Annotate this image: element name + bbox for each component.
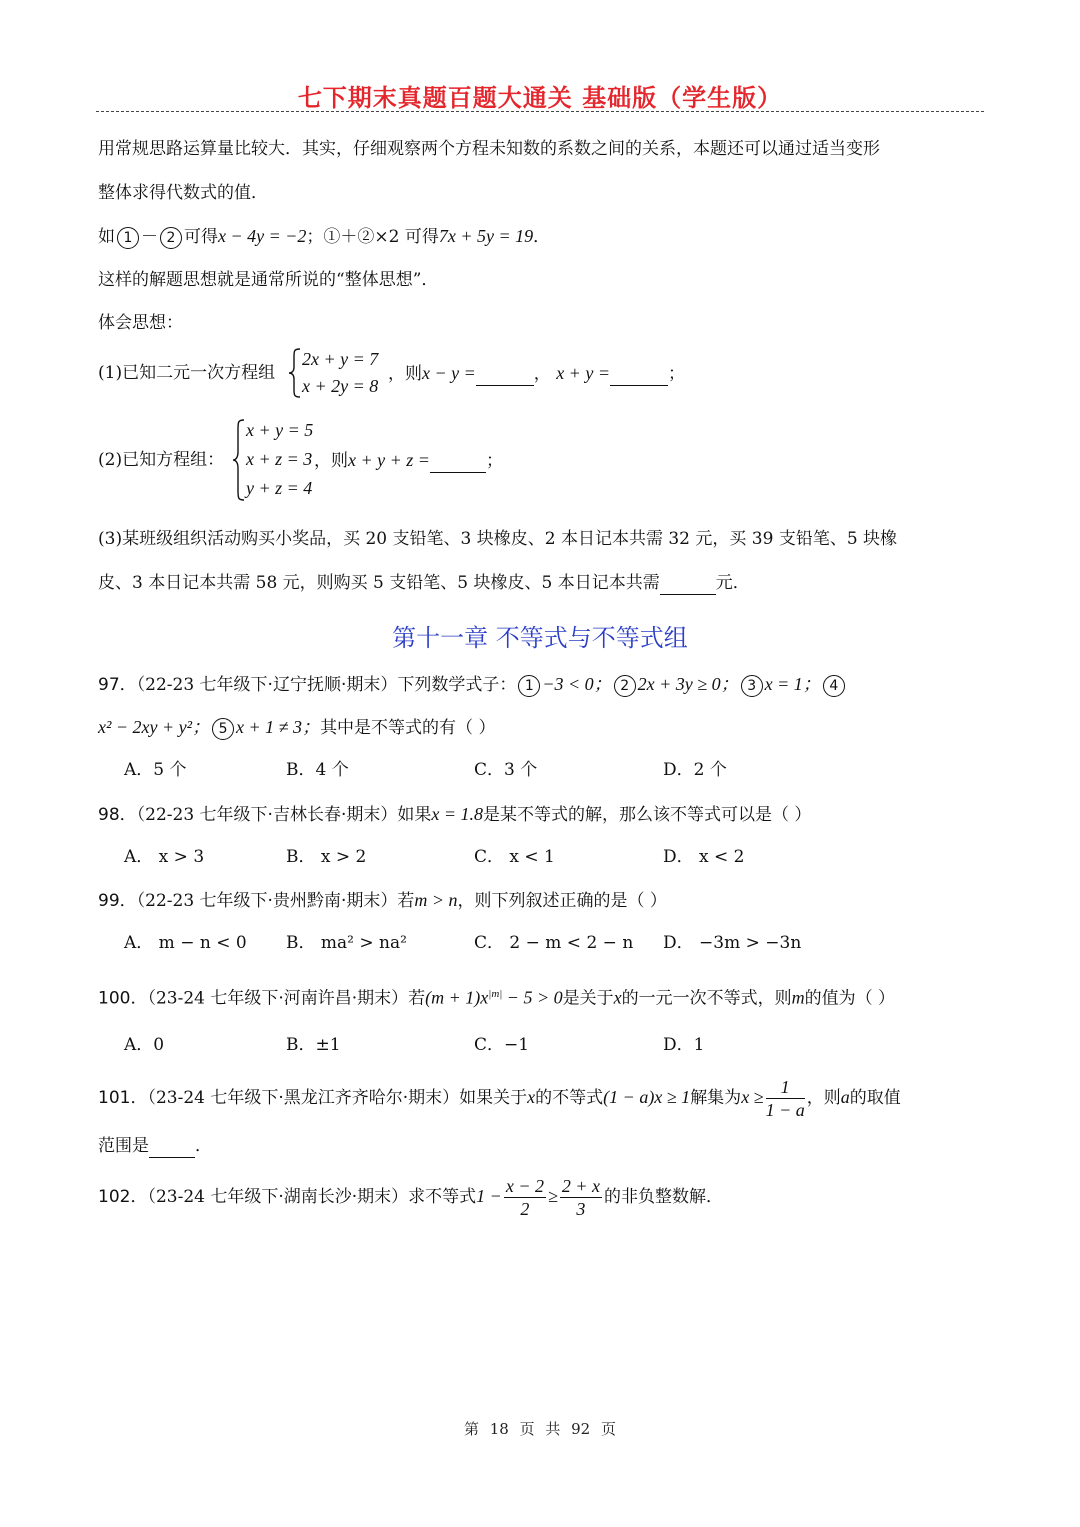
fraction-numerator: x − 2 [505, 1176, 544, 1196]
circled-number: 5 [212, 718, 234, 740]
comma: ， [533, 364, 551, 384]
intro-line-3 [98, 224, 550, 249]
circled-number: 3 [741, 675, 763, 697]
question-number: 101． [98, 1088, 148, 1108]
question-tail: 的取值 [849, 1088, 901, 1108]
option-b[interactable]: B．±1 [286, 1035, 341, 1055]
question-number: 99． [98, 891, 137, 911]
fraction-denominator: 1 − a [765, 1100, 805, 1120]
fraction-numerator: 2 + x [561, 1176, 600, 1196]
circled-number: 1 [117, 227, 139, 249]
option-b[interactable]: B． ma² > na² [286, 933, 407, 953]
equation: x − 4y = −2 [218, 226, 307, 246]
fraction [560, 1175, 602, 1220]
question-number: 100． [98, 988, 148, 1009]
practice-3-text: 皮、3 本日记本共需 58 元，则购买 5 支铅笔、5 块橡皮、5 本日记本共需 [98, 573, 660, 593]
question-source: （23-24 七年级下·湖南长沙·期末）求不等式 [147, 1187, 477, 1207]
practice-3-line-2 [98, 571, 750, 595]
system-equation: x + y = 5 [246, 420, 314, 440]
minus-sign: － [141, 227, 158, 247]
circled-number: 2 [614, 675, 636, 697]
variable: m [791, 987, 805, 1008]
question-number: 102． [98, 1187, 148, 1207]
title-divider [96, 111, 984, 112]
option-b[interactable]: B．4 个 [286, 760, 349, 780]
expression: x = 1.8 [431, 804, 483, 824]
answer-blank [149, 1139, 195, 1158]
option-d[interactable]: D． x < 2 [663, 847, 745, 867]
end-punct: ． [195, 1136, 212, 1156]
circled-number: 1 [518, 675, 540, 697]
inequality: (1 − a)x ≥ 1 [603, 1087, 691, 1107]
option-d[interactable]: D．2 个 [663, 760, 727, 780]
end-punct: ； [667, 364, 685, 384]
answer-blank [660, 576, 716, 595]
question-source: （22-23 七年级下·辽宁抚顺·期末）下列数学式子： [136, 675, 517, 695]
question-99 [98, 888, 667, 913]
expression: x − y = [422, 363, 476, 383]
question-text: 的一元一次不等式，则 [621, 988, 792, 1009]
practice-3-end: 元． [715, 573, 750, 593]
question-102 [98, 1171, 723, 1221]
intro-line-4: 这样的解题思想就是通常所说的“整体思想”． [98, 270, 439, 290]
solution-lhs: x ≥ [741, 1087, 764, 1107]
expression-base: (m + 1)x [425, 987, 489, 1008]
end-punct: ； [485, 451, 503, 471]
question-number: 97． [98, 675, 137, 695]
question-text: 的不等式 [535, 1088, 604, 1108]
practice-1-question [388, 361, 685, 386]
question-number: 98． [98, 805, 137, 825]
intro-line-5: 体会思想： [98, 313, 183, 333]
option-a[interactable]: A． m − n < 0 [124, 933, 247, 953]
expression: 1 − [476, 1186, 502, 1206]
question-tail: 的非负整数解． [604, 1187, 723, 1207]
option-c[interactable]: C．−1 [474, 1035, 530, 1055]
expression: 2x + 3y ≥ 0； [637, 674, 739, 694]
fraction-denominator: 3 [576, 1199, 586, 1219]
system-equation: y + z = 4 [246, 478, 313, 498]
expression: x² − 2xy + y²； [98, 717, 211, 737]
variable: x [613, 987, 622, 1008]
practice-1-label: (1)已知二元一次方程组 [98, 363, 276, 383]
question-98 [98, 802, 811, 827]
question-tail: 其中是不等式的有（ ） [320, 718, 496, 738]
fraction-denominator: 2 [520, 1199, 530, 1219]
option-c[interactable]: C．3 个 [474, 760, 538, 780]
question-101-line-2 [98, 1134, 212, 1158]
expression: −3 < 0； [542, 674, 612, 694]
variable: x [527, 1087, 536, 1107]
variable: a [840, 1087, 850, 1107]
system-equation: x + z = 3 [246, 449, 313, 469]
system-equation: x + 2y = 8 [302, 376, 379, 396]
circled-number: 2 [160, 227, 182, 249]
page-footer: 第 18 页 共 92 页 [463, 1420, 616, 1438]
expression: x + y + z = [348, 450, 430, 470]
option-a[interactable]: A．0 [124, 1035, 165, 1055]
question-source: （22-23 七年级下·吉林长春·期末）如果 [136, 805, 432, 825]
system-equation: 2x + y = 7 [302, 349, 379, 369]
option-d[interactable]: D． −3m > −3n [663, 933, 802, 953]
intro-line-1: 用常规思路运算量比较大．其实，仔细观察两个方程未知数的系数之间的关系，本题还可以通过适当变形 [98, 139, 880, 159]
option-a[interactable]: A． x > 3 [124, 847, 205, 867]
expression: x + y = [556, 363, 610, 383]
question-tail: 是某不等式的解，那么该不等式可以是（ ） [483, 805, 812, 825]
equation-system [288, 347, 388, 399]
practice-3-line-1: (3)某班级组织活动购买小奖品，买 20 支铅笔、3 块橡皮、2 本日记本共需 32 元，买 39 支铅笔、5 块橡 [98, 529, 898, 549]
intro-prefix: 如 [98, 227, 115, 247]
fraction [766, 1076, 805, 1121]
question-text: 解集为 [690, 1088, 742, 1108]
expression-tail: − 5 > 0 [502, 987, 563, 1008]
left-brace-icon [288, 347, 302, 399]
question-101 [98, 1072, 901, 1122]
answer-blank [476, 367, 534, 386]
question-97-line-2 [98, 715, 495, 740]
intro-line-2: 整体求得代数式的值． [98, 183, 268, 203]
option-d[interactable]: D．1 [663, 1035, 705, 1055]
question-100 [98, 982, 895, 1011]
question-tail: 的值为（ ） [804, 988, 895, 1009]
option-a[interactable]: A．5 个 [124, 760, 187, 780]
fraction-numerator: 1 [766, 1076, 805, 1099]
circled-number: 4 [823, 675, 845, 697]
intro-mid: 可得 [184, 227, 218, 247]
chapter-heading: 第十一章 不等式与不等式组 [392, 624, 688, 652]
question-text: ，则 [806, 1088, 841, 1108]
question-text: 是关于 [562, 988, 614, 1009]
left-brace-icon [232, 418, 246, 502]
question-source: （22-23 七年级下·贵州黔南·期末）若 [136, 891, 415, 911]
question-text: 范围是 [98, 1136, 149, 1156]
answer-blank [610, 367, 668, 386]
equation: 7x + 5y = 19 [438, 226, 534, 246]
question-97 [98, 672, 847, 697]
practice-2-label: (2)已知方程组： [98, 450, 225, 470]
exponent: |m| [488, 988, 503, 1000]
then-text: ，则 [314, 451, 348, 471]
page-title: 七下期末真题百题大通关 基础版（学生版） [297, 84, 783, 112]
intro-end: ． [533, 227, 551, 247]
question-tail: ，则下列叙述正确的是（ ） [457, 891, 667, 911]
option-c[interactable]: C． 2 − m < 2 − n [474, 933, 634, 953]
relation-sign: ≥ [547, 1186, 558, 1206]
expression: x = 1； [764, 674, 821, 694]
option-c[interactable]: C． x < 1 [474, 847, 555, 867]
question-source: （23-24 七年级下·河南许昌·期末）若 [147, 988, 426, 1009]
answer-blank [430, 454, 486, 473]
intro-sep: ；①＋②×2 可得 [306, 227, 439, 247]
expression: x + 1 ≠ 3； [236, 717, 321, 737]
fraction [504, 1175, 546, 1220]
question-source: （23-24 七年级下·黑龙江齐齐哈尔·期末）如果关于 [147, 1088, 528, 1108]
then-text: ，则 [388, 364, 422, 384]
option-b[interactable]: B． x > 2 [286, 847, 367, 867]
expression: m > n [414, 890, 458, 910]
practice-2-question [314, 448, 503, 473]
